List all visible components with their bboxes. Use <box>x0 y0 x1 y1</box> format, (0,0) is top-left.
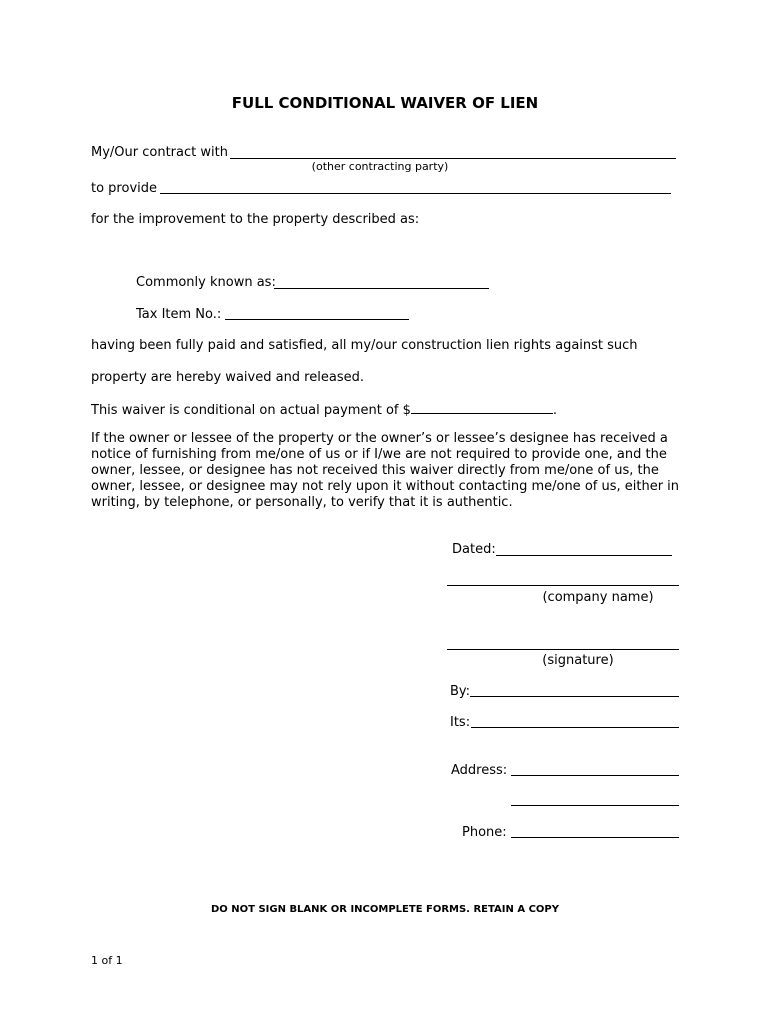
tax-item-field[interactable] <box>225 319 409 320</box>
notice-line: owner, lessee, or designee has not received this waiver directly from me/one of us, the <box>91 463 659 478</box>
contracting-party-field[interactable] <box>230 158 676 159</box>
its-field[interactable] <box>471 727 679 728</box>
company-caption: (company name) <box>542 590 654 605</box>
company-name-field[interactable] <box>447 585 679 586</box>
improvement-text: for the improvement to the property described as: <box>91 212 420 227</box>
paid-text-line-1: having been fully paid and satisfied, all my/our construction lien rights against such <box>91 338 638 353</box>
tax-item-label: Tax Item No.: <box>136 307 222 322</box>
phone-label: Phone: <box>462 825 507 840</box>
document-title: FULL CONDITIONAL WAIVER OF LIEN <box>231 94 539 112</box>
by-field[interactable] <box>470 696 679 697</box>
its-label: Its: <box>450 715 471 730</box>
contract-label: My/Our contract with <box>91 145 228 160</box>
address-field-line-2[interactable] <box>511 805 679 806</box>
notice-line: If the owner or lessee of the property or the owner’s or lessee’s designee has received a <box>91 431 668 446</box>
notice-line: notice of furnishing from me/one of us or if I/we are not required to provide one, and the <box>91 447 667 462</box>
conditional-suffix: . <box>552 403 558 418</box>
dated-label: Dated: <box>452 542 496 557</box>
paid-text-line-2: property are hereby waived and released. <box>91 370 364 385</box>
address-label: Address: <box>451 763 508 778</box>
payment-amount-field[interactable] <box>411 401 553 414</box>
by-label: By: <box>450 684 471 699</box>
footer-warning: DO NOT SIGN BLANK OR INCOMPLETE FORMS. RETAIN A COPY <box>211 904 559 915</box>
notice-line: writing, by telephone, or personally, to verify that it is authentic. <box>91 495 513 510</box>
conditional-prefix: This waiver is conditional on actual payment of $ <box>91 403 411 418</box>
commonly-known-field[interactable] <box>274 288 489 289</box>
dated-field[interactable] <box>496 555 672 556</box>
page-indicator: 1 of 1 <box>91 954 123 967</box>
signature-field[interactable] <box>447 649 679 650</box>
address-field-line-1[interactable] <box>511 775 679 776</box>
notice-paragraph <box>91 431 691 511</box>
phone-field[interactable] <box>511 837 679 838</box>
conditional-payment-text <box>91 401 557 419</box>
commonly-known-label: Commonly known as: <box>136 275 276 290</box>
provide-label: to provide <box>91 181 158 196</box>
notice-line: owner, lessee, or designee may not rely upon it without contacting me/one of us, either in <box>91 479 680 494</box>
contract-caption: (other contracting party) <box>311 160 449 173</box>
signature-caption: (signature) <box>542 653 614 668</box>
provide-field[interactable] <box>160 193 671 194</box>
